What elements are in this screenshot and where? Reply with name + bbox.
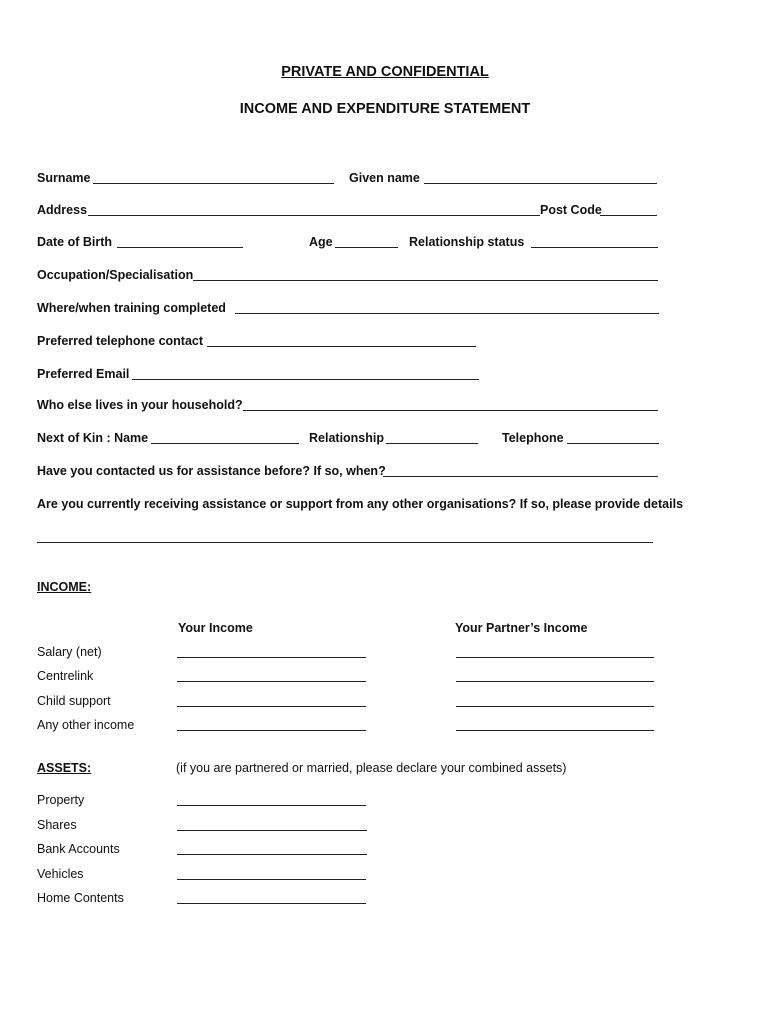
asset-row-home-contents: Home Contents (37, 891, 124, 905)
post-code-field[interactable] (600, 215, 657, 216)
partner-centrelink-field[interactable] (456, 681, 654, 682)
relationship-status-label: Relationship status (409, 235, 525, 249)
kin-telephone-label: Telephone (502, 431, 564, 445)
surname-field[interactable] (93, 183, 334, 184)
income-row-salary: Salary (net) (37, 645, 102, 659)
kin-relationship-field[interactable] (386, 443, 478, 444)
your-income-header: Your Income (178, 621, 253, 635)
date-of-birth-label: Date of Birth (37, 235, 112, 249)
asset-row-vehicles: Vehicles (37, 867, 84, 881)
other-assistance-field[interactable] (37, 542, 653, 543)
partner-other-income-field[interactable] (456, 730, 654, 731)
telephone-contact-label: Preferred telephone contact (37, 334, 204, 348)
address-label: Address (37, 203, 88, 217)
household-label: Who else lives in your household? (37, 398, 243, 412)
partner-child-support-field[interactable] (456, 706, 654, 707)
occupation-label: Occupation/Specialisation (37, 268, 194, 282)
document-title: PRIVATE AND CONFIDENTIAL (281, 64, 489, 80)
address-field[interactable] (88, 215, 540, 216)
income-row-child-support: Child support (37, 694, 111, 708)
your-other-income-field[interactable] (177, 730, 366, 731)
relationship-status-field[interactable] (531, 247, 658, 248)
occupation-field[interactable] (193, 280, 658, 281)
income-row-other: Any other income (37, 718, 135, 732)
income-row-centrelink: Centrelink (37, 669, 94, 683)
date-of-birth-field[interactable] (117, 247, 243, 248)
property-field[interactable] (177, 805, 366, 806)
contacted-before-field[interactable] (383, 476, 658, 477)
training-label: Where/when training completed (37, 301, 226, 315)
your-child-support-field[interactable] (177, 706, 366, 707)
asset-row-shares: Shares (37, 818, 77, 832)
partner-salary-field[interactable] (456, 657, 654, 658)
asset-row-bank-accounts: Bank Accounts (37, 842, 120, 856)
bank-accounts-field[interactable] (177, 854, 367, 855)
shares-field[interactable] (177, 830, 367, 831)
partner-income-header: Your Partner’s Income (455, 621, 588, 635)
home-contents-field[interactable] (177, 903, 366, 904)
assets-note: (if you are partnered or married, please declare your combined assets) (176, 761, 567, 775)
contacted-before-label: Have you contacted us for assistance before? If so, when? (37, 464, 386, 478)
age-label: Age (309, 235, 333, 249)
your-salary-field[interactable] (177, 657, 366, 658)
other-assistance-label: Are you currently receiving assistance or support from any other organisations? If so, please provide details (37, 497, 684, 511)
next-of-kin-label: Next of Kin : Name (37, 431, 149, 445)
vehicles-field[interactable] (177, 879, 366, 880)
telephone-contact-field[interactable] (207, 346, 476, 347)
your-centrelink-field[interactable] (177, 681, 366, 682)
next-of-kin-name-field[interactable] (151, 443, 299, 444)
income-heading: INCOME: (37, 580, 92, 594)
kin-relationship-label: Relationship (309, 431, 385, 445)
asset-row-property: Property (37, 793, 85, 807)
age-field[interactable] (335, 247, 398, 248)
document-subtitle: INCOME AND EXPENDITURE STATEMENT (239, 101, 531, 117)
email-label: Preferred Email (37, 367, 130, 381)
post-code-label: Post Code (540, 203, 602, 217)
household-field[interactable] (243, 410, 658, 411)
assets-heading: ASSETS: (37, 761, 92, 775)
email-field[interactable] (132, 379, 479, 380)
given-name-label: Given name (349, 171, 420, 185)
kin-telephone-field[interactable] (567, 443, 659, 444)
given-name-field[interactable] (424, 183, 657, 184)
surname-label: Surname (37, 171, 91, 185)
training-field[interactable] (235, 313, 659, 314)
